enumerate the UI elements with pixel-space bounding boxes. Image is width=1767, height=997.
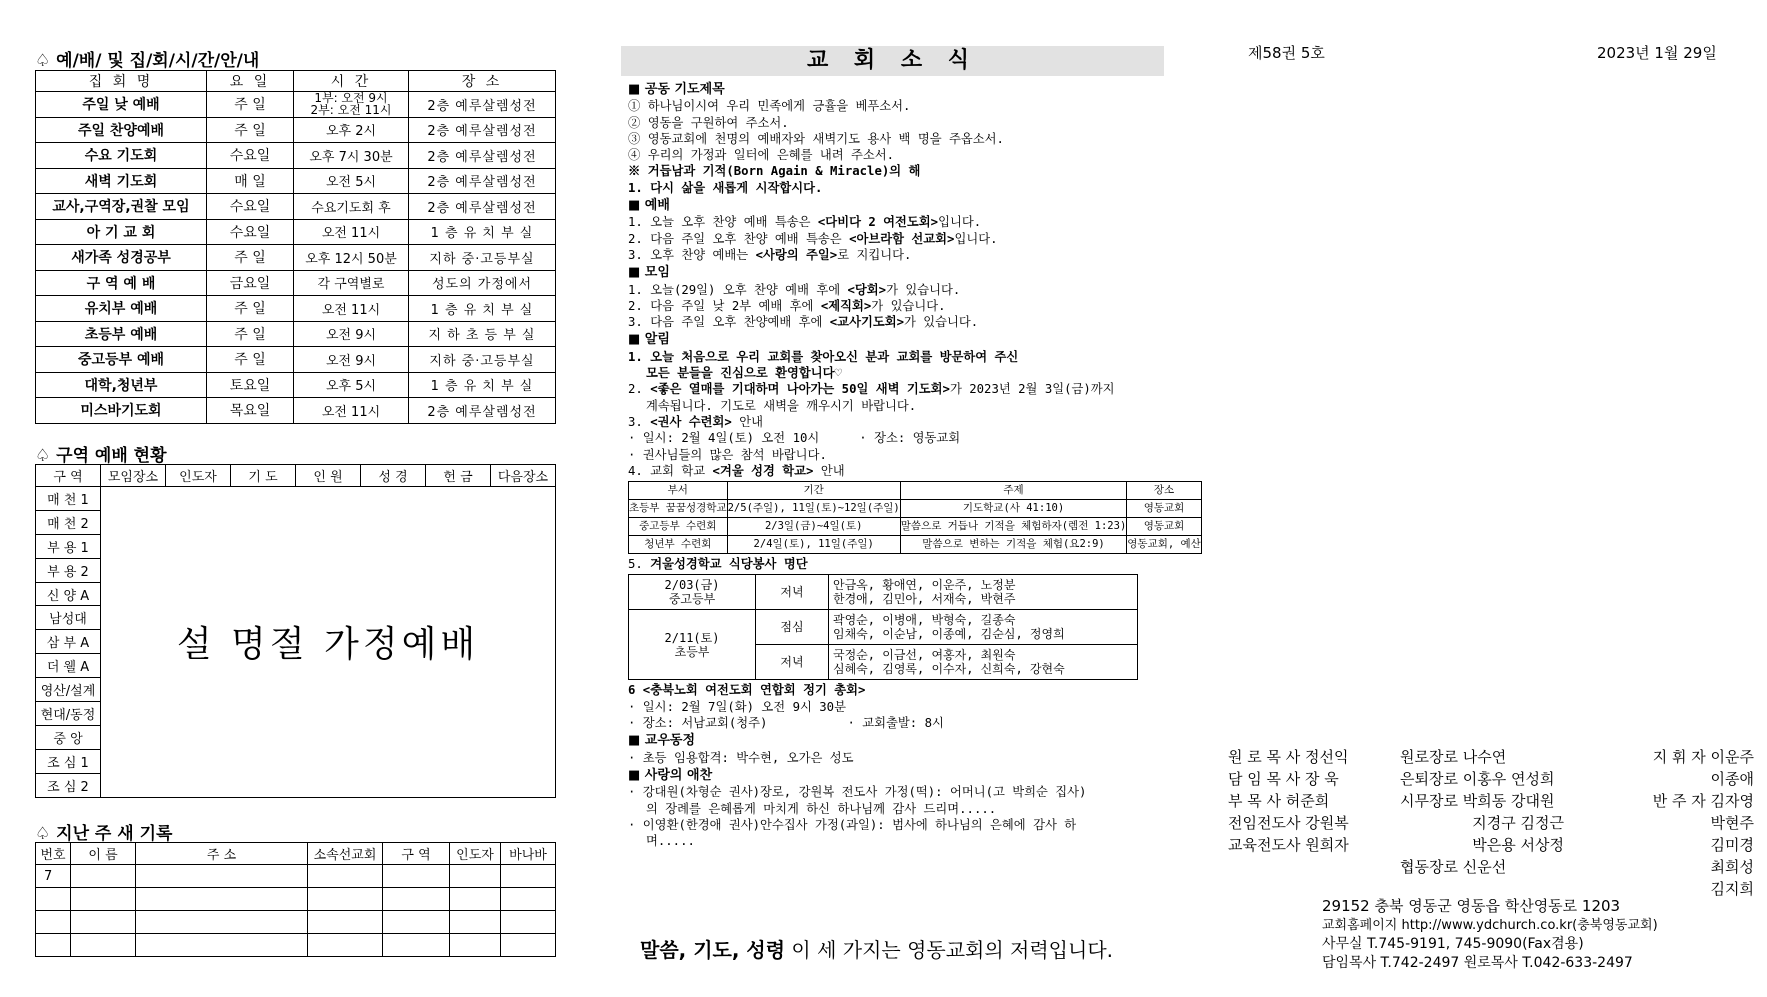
record-header: 번호 bbox=[36, 843, 71, 865]
schedule-row: 초등부 예배 주 일 오전 9시 지 하 초 등 부 실 bbox=[36, 321, 556, 347]
schedule-row: 주일 낮 예배 주 일 1부: 오전 9시 2부: 오전 11시 2층 예루살렘성전 bbox=[36, 92, 556, 118]
worship-line: 3. 오후 찬양 예배는 <사랑의 주일>로 지킵니다. bbox=[628, 247, 912, 262]
meal-row: 2/03(금) 중고등부 저녁 안금옥, 황애연, 이운주, 노정분 한경애, 김민아, 서재숙, 박현주 bbox=[629, 575, 1138, 610]
record-row: 7 bbox=[36, 865, 556, 888]
record-section-title: ♤ 지난 주 새 기록 bbox=[35, 824, 173, 844]
district-header: 인도자 bbox=[166, 465, 231, 487]
assoc-title: 6 <충북노회 여전도회 연합회 정기 총회> bbox=[628, 683, 866, 698]
district-header: 모임장소 bbox=[101, 465, 166, 487]
meal-service-table bbox=[628, 574, 1138, 680]
schedule-row: 수요 기도회 수요일 오후 7시 30분 2층 예루살렘성전 bbox=[36, 143, 556, 169]
district-row: 조 심 2 bbox=[36, 773, 556, 797]
district-row: 더 웰 A bbox=[36, 654, 556, 678]
meal-title: 5. 겨울성경학교 식당봉사 명단 bbox=[628, 557, 808, 572]
notice-heading: ■ 알림 bbox=[628, 332, 670, 348]
schedule-header: 요 일 bbox=[207, 71, 294, 92]
district-table bbox=[35, 464, 556, 798]
district-header: 인 원 bbox=[296, 465, 361, 487]
district-header: 기 도 bbox=[231, 465, 296, 487]
staff-col-elders: 원로장로 나수연 은퇴장로 이홍우 연성희 시무장로 박희동 강대원 지경구 김정근 박은용 서상정 협동장로 신운선 bbox=[1400, 748, 1564, 876]
worship-heading: ■ 예배 bbox=[628, 198, 670, 214]
staff-col-pastors: 원 로 목 사 정선익 담 임 목 사 장 욱 부 목 사 허준희 전임전도사 강원복 교육전도사 원희자 bbox=[1228, 748, 1349, 854]
district-row: 조 심 1 bbox=[36, 749, 556, 773]
schedule-row: 새벽 기도회 매 일 오전 5시 2층 예루살렘성전 bbox=[36, 168, 556, 194]
notice-line: 3. <권사 수련회> 안내 bbox=[628, 414, 763, 429]
district-row: 부 용 1 bbox=[36, 534, 556, 558]
schedule-section-title: ♤ 예/배/ 및 집/회/시/간/안/내 bbox=[35, 51, 260, 71]
record-header: 바나바 bbox=[501, 843, 556, 865]
worship-line: 2. 다음 주일 오후 찬양 예배 특송은 <아브라함 선교회>입니다. bbox=[628, 231, 998, 246]
schedule-header: 장 소 bbox=[409, 71, 556, 92]
notice-line: · 권사님들의 많은 참석 바랍니다. bbox=[628, 447, 827, 462]
schedule-row: 미스바기도회 목요일 오전 11시 2층 예루살렘성전 bbox=[36, 398, 556, 424]
district-header: 다음장소 bbox=[491, 465, 556, 487]
bible-school-row: 초등부 꿈꿈성경학교 2/5(주일), 11일(토)~12일(주일) 기도학교(사 41:10) 영동교회 bbox=[629, 500, 1202, 518]
assoc-line: · 장소: 서남교회(청주) · 교회출발: 8시 bbox=[628, 716, 944, 731]
notice-line: 모든 분들을 진심으로 환영합니다♡ bbox=[646, 366, 842, 381]
prayer-line: ② 영동을 구원하여 주소서. bbox=[628, 115, 789, 130]
district-row: 신 양 A bbox=[36, 582, 556, 606]
notice-line: 2. <좋은 열매를 기대하며 나아가는 50일 새벽 기도회>가 2023년 2월 3일(금)까지 bbox=[628, 382, 1115, 397]
district-row: 현대/동정 bbox=[36, 702, 556, 726]
district-row: 삼 부 A bbox=[36, 630, 556, 654]
meeting-line: 2. 다음 주일 낮 2부 예배 후에 <제직회>가 있습니다. bbox=[628, 298, 946, 313]
district-section-title: ♤ 구역 예배 현황 bbox=[35, 446, 167, 466]
schedule-table bbox=[35, 70, 556, 424]
issue-number: 제58권 5호 bbox=[1248, 44, 1325, 62]
year-theme: ※ 거듭남과 기적(Born Again & Miracle)의 해 bbox=[628, 164, 921, 179]
schedule-row: 아 기 교 회 수요일 오전 11시 1 층 유 치 부 실 bbox=[36, 219, 556, 245]
love-feast-line: · 이영환(한경애 권사)안수집사 가정(과일): 범사에 하나님의 은혜에 감사 하 bbox=[628, 817, 1077, 832]
prayer-line: ③ 영동교회에 천명의 예배자와 새벽기도 용사 백 명을 주옵소서. bbox=[628, 131, 1004, 146]
schedule-row: 유치부 예배 주 일 오전 11시 1 층 유 치 부 실 bbox=[36, 296, 556, 322]
meeting-heading: ■ 모임 bbox=[628, 265, 670, 281]
schedule-row: 중고등부 예배 주 일 오전 9시 지하 중·고등부실 bbox=[36, 347, 556, 373]
schedule-row: 새가족 성경공부 주 일 오후 12시 50분 지하 중·고등부실 bbox=[36, 245, 556, 271]
meal-row: 2/11(토) 초등부 점심 곽영순, 이병애, 박형숙, 길종숙 임채숙, 이순남, 이종예, 김순심, 정영희 bbox=[629, 610, 1138, 645]
record-row bbox=[36, 888, 556, 911]
record-row bbox=[36, 934, 556, 957]
love-feast-line: 며..... bbox=[646, 834, 695, 849]
members-heading: ■ 교우동정 bbox=[628, 733, 696, 749]
bible-school-row: 청년부 수련회 2/4일(토), 11일(주일) 말씀으로 변하는 기적을 체험(요2:9) 영동교회, 예산 bbox=[629, 536, 1202, 554]
notice-line: · 일시: 2월 4일(토) 오전 10시 · 장소: 영동교회 bbox=[628, 431, 961, 446]
love-feast-line: · 강대원(차형순 권사)장로, 강원복 전도사 가정(떡): 어머니(고 박희순 집사) bbox=[628, 785, 1087, 800]
church-address: 29152 충북 영동군 영동읍 학산영동로 1203 교회홈페이지 http://www.ydchurch.co.kr(충북영동교회) 사무실 T.745-9191, 745-9090(Fax겸용) 담임목사 T.742-2497 원로목사 T.042-633-2497 bbox=[1322, 897, 1658, 971]
district-header: 성 경 bbox=[361, 465, 426, 487]
staff-col-music: 지 휘 자 이운주 이종애 반 주 자 김자영 박현주 김미경 최희성 김지희 bbox=[1652, 748, 1754, 898]
assoc-line: · 일시: 2월 7일(화) 오전 9시 30분 bbox=[628, 699, 846, 714]
record-row bbox=[36, 911, 556, 934]
love-feast-heading: ■ 사랑의 애찬 bbox=[628, 767, 713, 783]
attendance-record-table bbox=[35, 842, 556, 957]
news-title-bar: 교 회 소 식 bbox=[621, 46, 1164, 76]
schedule-row: 교사,구역장,권찰 모임 수요일 수요기도회 후 2층 예루살렘성전 bbox=[36, 194, 556, 220]
district-header: 구 역 bbox=[36, 465, 101, 487]
district-row: 부 용 2 bbox=[36, 558, 556, 582]
bible-school-row: 중고등부 수련회 2/3일(금)~4일(토) 말씀으로 거듭나 기적을 체험하자(렘전 1:23) 영동교회 bbox=[629, 518, 1202, 536]
bulletin-date: 2023년 1월 29일 bbox=[1597, 44, 1717, 62]
notice-line: 4. 교회 학교 <겨울 성경 학교> 안내 bbox=[628, 463, 845, 478]
notice-line: 계속됩니다. 기도로 새벽을 깨우시기 바랍니다. bbox=[646, 398, 917, 413]
record-header: 인도자 bbox=[450, 843, 501, 865]
schedule-header: 시 간 bbox=[294, 71, 409, 92]
district-header: 헌 금 bbox=[426, 465, 491, 487]
record-header: 소속선교회 bbox=[308, 843, 383, 865]
schedule-row: 대학,청년부 토요일 오후 5시 1 층 유 치 부 실 bbox=[36, 372, 556, 398]
bible-school-table: 부서 기간 주제 장소 초등부 꿈꿈성경학교 2/5(주일), 11일(토)~12일(주일) 기도학교(사 41:10) 영동교회 중고등부 수련회 2/3일(금)~4일(토) 말씀으로 거듭나 기적을 체험하자(렘전 1:23) 영동교회 청년부 수련회 2/4일(토), 11일(주일) 말씀으로 변하는 기적을 체험(요2:9) 영동교회, 예산 bbox=[628, 481, 1202, 554]
meal-row: 저녁 국정순, 이금선, 여홍자, 최원숙 심혜숙, 김영록, 이수자, 신희숙, 강현숙 bbox=[629, 645, 1138, 680]
district-notice: 설 명절 가정예배 bbox=[101, 487, 556, 798]
meeting-line: 1. 오늘(29일) 오후 찬양 예배 후에 <당회>가 있습니다. bbox=[628, 282, 961, 297]
worship-line: 1. 오늘 오후 찬양 예배 특송은 <다비다 2 여전도회>입니다. bbox=[628, 215, 982, 230]
record-header: 주 소 bbox=[136, 843, 308, 865]
record-header: 구 역 bbox=[383, 843, 450, 865]
prayer-line: ① 하나님이시여 우리 민족에게 긍휼을 베푸소서. bbox=[628, 99, 911, 114]
love-feast-line: 의 장례를 은혜롭게 마치게 하신 하나님께 감사 드리며..... bbox=[646, 801, 997, 816]
schedule-row: 주일 찬양예배 주 일 오후 2시 2층 예루살렘성전 bbox=[36, 117, 556, 143]
district-row: 남성대 bbox=[36, 606, 556, 630]
district-row: 매 천 1 설 명절 가정예배 bbox=[36, 487, 556, 511]
schedule-row: 구 역 예 배 금요일 각 구역별로 성도의 가정에서 bbox=[36, 270, 556, 296]
prayer-line: ④ 우리의 가정과 일터에 은혜를 내려 주소서. bbox=[628, 148, 895, 163]
district-row: 매 천 2 bbox=[36, 510, 556, 534]
meeting-line: 3. 다음 주일 오후 찬양예배 후에 <교사기도회>가 있습니다. bbox=[628, 315, 979, 330]
schedule-header: 집 회 명 bbox=[36, 71, 207, 92]
notice-line: 1. 오늘 처음으로 우리 교회를 찾아오신 분과 교회를 방문하여 주신 bbox=[628, 349, 1019, 364]
church-news bbox=[628, 80, 1201, 849]
members-line: · 초등 임용합격: 박수현, 오가은 성도 bbox=[628, 750, 854, 765]
year-theme-point: 1. 다시 삶을 새롭게 시작합시다. bbox=[628, 180, 823, 195]
church-motto: 말씀, 기도, 성령 이 세 가지는 영동교회의 저력입니다. bbox=[640, 938, 1113, 962]
district-row: 영산/설계 bbox=[36, 678, 556, 702]
prayer-heading: ■ 공동 기도제목 bbox=[628, 82, 725, 97]
record-header: 이 름 bbox=[71, 843, 136, 865]
district-row: 중 앙 bbox=[36, 725, 556, 749]
